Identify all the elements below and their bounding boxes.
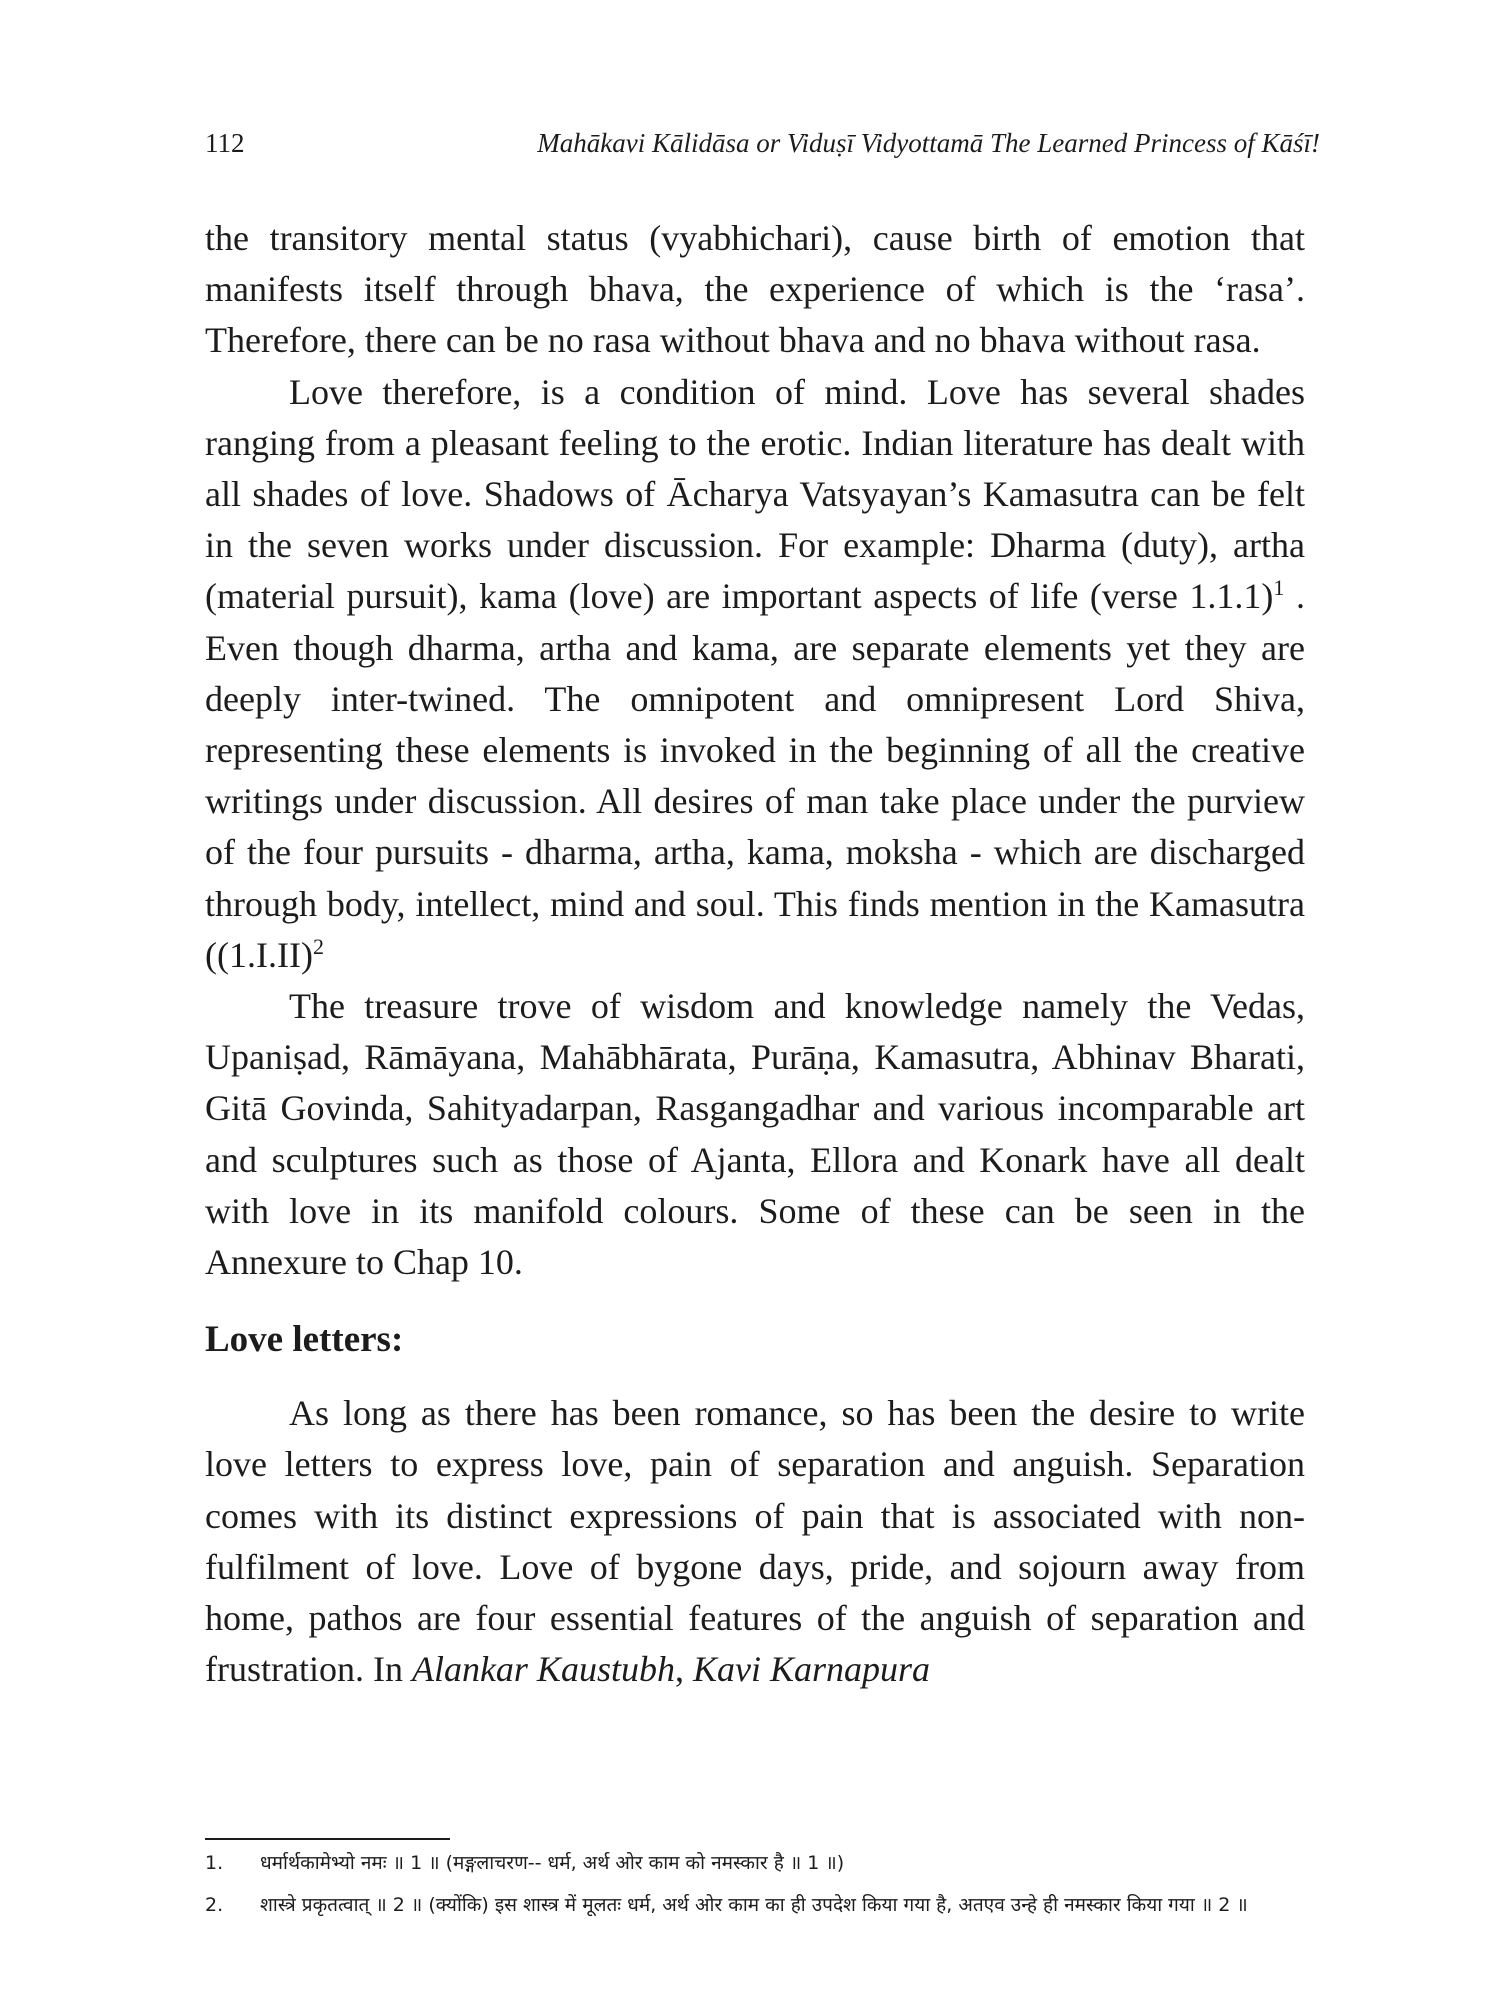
footnote-text: शास्त्रे प्रकृतत्वात् ॥ 2 ॥ (क्योंकि) इस शास्त्र में मूलतः धर्म, अर्थ ओर काम का ही उपदेश किया गया है, अतएव उन्हे ही नमस्कार किया गया ॥ 2 ॥: [260, 1894, 1248, 1916]
footnote-ref-1: 1: [1273, 575, 1285, 601]
running-title: Mahākavi Kālidāsa or Viduṣī Vidyottamā The Learned Princess of Kāśī!: [537, 128, 1320, 158]
footnotes: [205, 1836, 1305, 1930]
paragraph-2-part-b: . Even though dharma, artha and kama, are separate elements yet they are deeply inter-twined. The omnipotent and omnipresent Lord Shiva, representing these elements is invoked in the beginning of all the creative writings under discussion. All desires of man take place under the purview of the four pursuits - dharma, artha, kama, moksha - which are discharged through body, intellect, mind and soul. This finds mention in the Kamasutra ((1.I.II): [205, 576, 1306, 975]
paragraph-2: [205, 367, 1305, 981]
running-header: [205, 128, 1320, 159]
footnote-number: 2.: [205, 1894, 224, 1916]
section-heading: Love letters:: [205, 1319, 404, 1361]
paragraph-4-italic-name: Kavi Karnapura: [692, 1649, 930, 1690]
footnote-text: धर्मार्थकामेभ्यो नमः ॥ 1 ॥ (मङ्गलाचरण-- धर्म, अर्थ ओर काम को नमस्कार है ॥ 1 ॥): [260, 1852, 845, 1874]
paragraph-4-italic-title: Alankar Kaustubh: [411, 1649, 675, 1690]
paragraph-3: The treasure trove of wisdom and knowledge namely the Vedas, Upaniṣad, Rāmāyana, Mahābhārata, Purāṇa, Kamasutra, Abhinav Bharati, Gitā Govinda, Sahityadarpan, Rasgangadhar and various incomparable art and sculptures such as those of Ajanta, Ellora and Konark have all dealt with love in its manifold colours. Some of these can be seen in the Annexure to Chap 10.: [205, 986, 1305, 1283]
paragraph-4-text: As long as there has been romance, so has been the desire to write love letters to express love, pain of separation and anguish. Separation comes with its distinct expressions of pain that is associated with non-fulfilment of love. Love of bygone days, pride, and sojourn away from home, pathos are four essential features of the anguish of separation and frustration. In: [205, 1393, 1305, 1690]
paragraph-4: [205, 1388, 1305, 1695]
footnote-ref-2: 2: [312, 933, 324, 959]
body-text: [205, 213, 1305, 1695]
footnote-2: [205, 1888, 1305, 1922]
paragraph-1: the transitory mental status (vyabhichari), cause birth of emotion that manifests itself through bhava, the experience of which is the ‘rasa’. Therefore, there can be no rasa without bhava and no bhava without rasa.: [205, 218, 1305, 361]
footnote-number: 1.: [205, 1852, 224, 1874]
paragraph-4-comma: ,: [674, 1649, 693, 1690]
paragraph-2-part-a: Love therefore, is a condition of mind. Love has several shades ranging from a pleasant feeling to the erotic. Indian literature has dealt with all shades of love. Shadows of Ācharya Vatsyayan’s Kamasutra can be felt in the seven works under discussion. For example: Dharma (duty), artha (material pursuit), kama (love) are important aspects of life (verse 1.1.1): [205, 371, 1305, 617]
footnote-1: [205, 1846, 1305, 1880]
page-number: 112: [205, 128, 245, 158]
